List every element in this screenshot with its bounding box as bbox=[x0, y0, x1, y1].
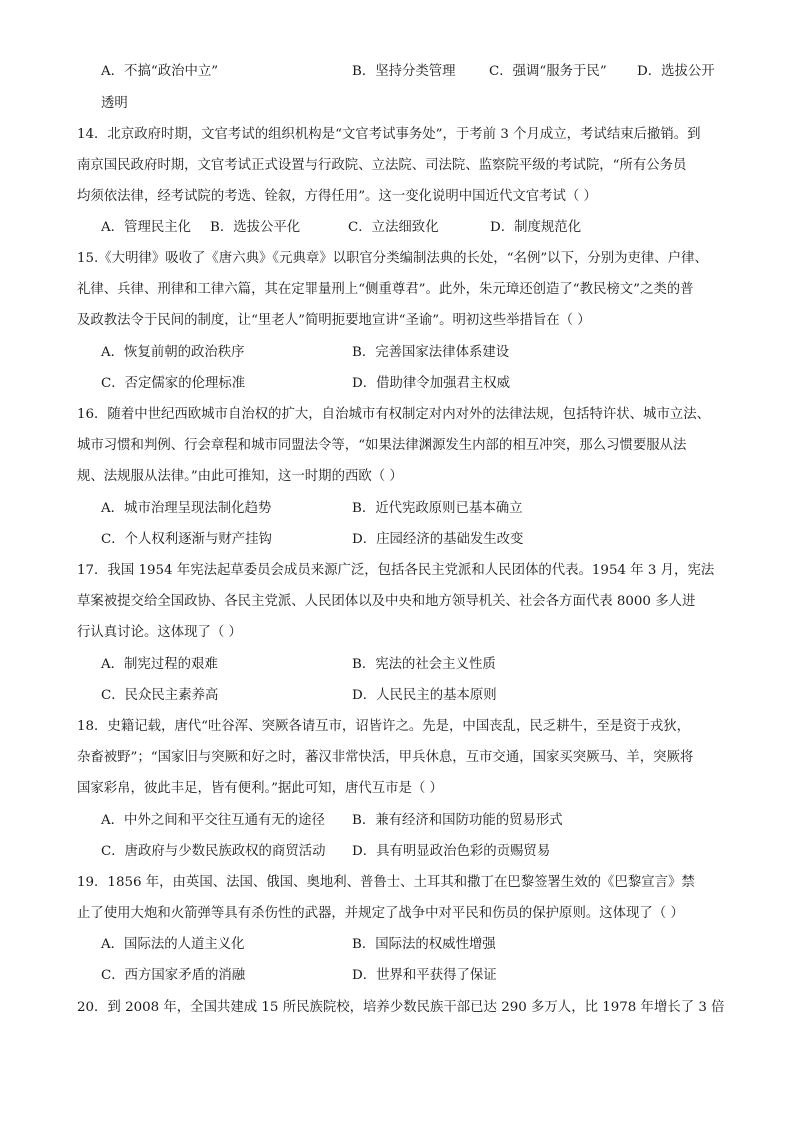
q19-option-a: A．国际法的人道主义化 bbox=[101, 937, 245, 952]
q18-option-b: B．兼有经济和国防功能的贸易形式 bbox=[352, 813, 563, 828]
q13-option-a: A．不搞“政治中立” bbox=[101, 64, 219, 79]
q19-option-c: C．西方国家矛盾的消融 bbox=[101, 968, 246, 983]
q13-option-d: D．选拔公开 bbox=[637, 64, 715, 79]
q14-option-d: D．制度规范化 bbox=[490, 220, 582, 235]
q16-option-d: D．庄园经济的基础发生改变 bbox=[352, 532, 524, 547]
exam-page: A．不搞“政治中立” B．坚持分类管理 C．强调“服务于民” D．选拔公开 透明 14．北京政府时期，文官考试的组织机构是“文官考试事务处”，于考前 3 个月成立，考试结束后撤销。到 南京国民政府时期，文官考试正式设置与行政院、立法院、司法院、监察院平级的考试院，“所有公务员 均须依法律，经考试院的考选、铨叙，方得任用”。这一变化说明中国近代文官考试（ ） A．管理民主化 B．选拔公平化 C．立法细致化 D．制度规范化 15.《大明律》吸收了《唐六典》《元典章》以职官分类编制法典的长处，“名例”以下，分别为吏律、户律、 礼律、兵律、刑律和工律六篇，其在定罪量刑上“侧重尊君”。此外，朱元璋还创造了“教民榜文”之类的普 及政教法令于民间的制度，让“里老人”简明扼要地宣讲“圣谕”。明初这些举措旨在（ ） A．恢复前朝的政治秩序 B．完善国家法律体系建设 C．否定儒家的伦理标准 D．借助律令加强君主权威 16．随着中世纪西欧城市自治权的扩大，自治城市有权制定对内对外的法律法规，包括特许状、城市立法、 城市习惯和判例、行会章程和城市同盟法令等，“如果法律渊源发生内部的相互冲突，那么习惯要服从法 规、法规服从法律。”由此可推知，这一时期的西欧（ ） A．城市治理呈现法制化趋势 B．近代宪政原则已基本确立 C．个人权利逐渐与财产挂钩 D．庄园经济的基础发生改变 17．我国 1954 年宪法起草委员会成员来源广泛，包括各民主党派和人民团体的代表。1954 年 3 月，宪法 草案被提交给全国政协、各民主党派、人民团体以及中央和地方领导机关、社会各方面代表 8000 多人进 行认真讨论。这体现了（ ） A．制宪过程的艰难 B．宪法的社会主义性质 C．民众民主素养高 D．人民民主的基本原则 18．史籍记载，唐代“吐谷浑、突厥各请互市，诏皆许之。先是，中国丧乱，民乏耕牛，至是资于戎狄， 杂畜被野”；“国家旧与突厥和好之时，蕃汉非常快活，甲兵休息，互市交通，国家买突厥马、羊，突厥将 国家彩帛，彼此丰足，皆有便利。”据此可知，唐代互市是（ ） A．中外之间和平交往互通有无的途径 B．兼有经济和国防功能的贸易形式 C．唐政府与少数民族政权的商贸活动 D．具有明显政治色彩的贡赐贸易 19．1856 年，由英国、法国、俄国、奥地利、普鲁士、土耳其和撒丁在巴黎签署生效的《巴黎宣言》禁 止了使用大炮和火箭弹等具有杀伤性的武器，并规定了战争中对平民和伤员的保护原则。这体现了（ ） A．国际法的人道主义化 B．国际法的权威性增强 C．西方国家矛盾的消融 D．世界和平获得了保证 20．到 2008 年，全国共建成 15 所民族院校，培养少数民族干部已达 290 多万人，比 1978 年增长了 3 倍 bbox=[77, 64, 725, 1015]
q16-option-b: B．近代宪政原则已基本确立 bbox=[352, 501, 523, 516]
q18-option-c: C．唐政府与少数民族政权的商贸活动 bbox=[101, 844, 326, 859]
q18-option-a: A．中外之间和平交往互通有无的途径 bbox=[101, 813, 325, 828]
q13-option-c: C．强调“服务于民” bbox=[489, 64, 607, 79]
q17-option-a: A．制宪过程的艰难 bbox=[101, 657, 218, 672]
q13-option-b: B．坚持分类管理 bbox=[352, 64, 456, 79]
q14-option-c: C．立法细致化 bbox=[348, 220, 439, 235]
q14-option-a: A．管理民主化 bbox=[101, 220, 192, 235]
q16-option-a: A．城市治理呈现法制化趋势 bbox=[101, 501, 272, 516]
q17-option-d: D．人民民主的基本原则 bbox=[352, 688, 497, 703]
q14-option-b: B．选拔公平化 bbox=[210, 220, 301, 235]
q15-option-d: D．借助律令加强君主权威 bbox=[352, 376, 511, 391]
q18-option-d: D．具有明显政治色彩的贡赐贸易 bbox=[352, 844, 551, 859]
q15-option-c: C．否定儒家的伦理标准 bbox=[101, 376, 246, 391]
q19-option-b: B．国际法的权威性增强 bbox=[352, 937, 496, 952]
q17-option-b: B．宪法的社会主义性质 bbox=[352, 657, 496, 672]
q15-option-b: B．完善国家法律体系建设 bbox=[352, 345, 510, 360]
q16-option-c: C．个人权利逐渐与财产挂钩 bbox=[101, 532, 272, 547]
q19-option-d: D．世界和平获得了保证 bbox=[352, 968, 497, 983]
q15-option-a: A．恢复前朝的政治秩序 bbox=[101, 345, 245, 360]
q17-option-c: C．民众民主素养高 bbox=[101, 688, 219, 703]
